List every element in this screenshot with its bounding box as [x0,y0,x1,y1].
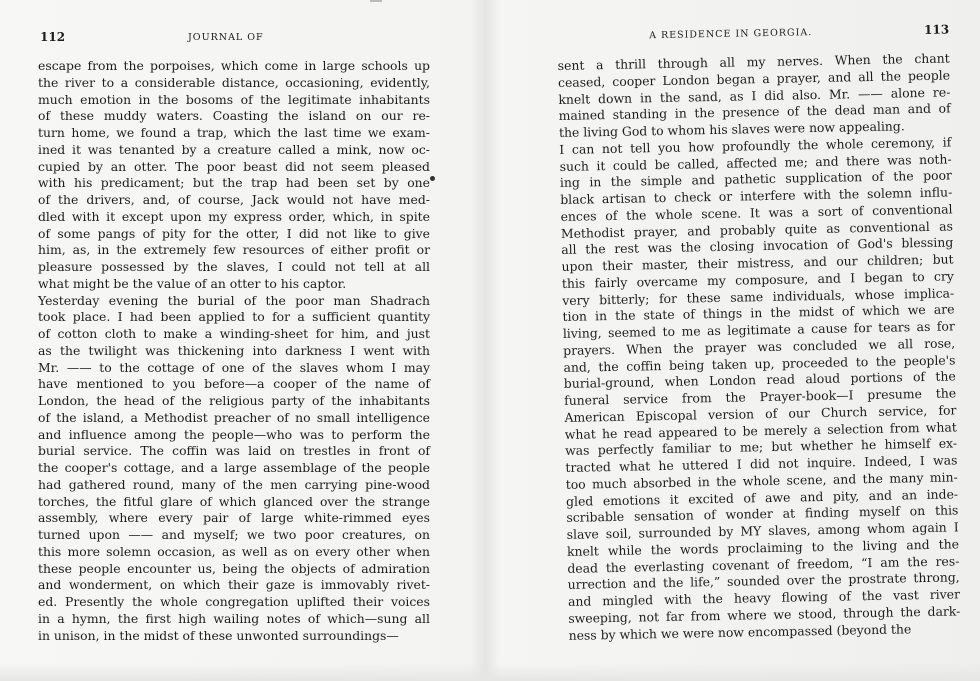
left-running-title: JOURNAL OF [188,32,264,43]
text-line: living, seemed to me as legitimate a cause for tears as for [562,318,955,341]
text-line: urrection and the life,” sounded over the prostrate throng, [567,569,960,593]
right-page-number: 113 [923,22,950,37]
text-line: have mentioned to you before—a cooper of the name of [38,376,430,392]
text-line: the living God to whom his slaves were now appealing. [558,118,905,140]
text-line: ed. Presently the whole congregation uplifted their voices [38,594,430,609]
text-line: American Episcopal version of our Church service, for [564,402,957,425]
text-line: upon their master, their mistress, and our children; but [561,251,954,274]
text-line: cupied by an otter. The poor beast did not seem pleased [38,158,430,174]
text-line: sent a thrill through all my nerves. When the chant [557,50,950,73]
text-line: sweeping, not far from where we stood, through the dark- [568,603,961,626]
text-line: of the island, a Methodist preacher of no small intelligence [38,409,430,425]
text-line: London, the head of the religious party of the inhabitants [38,393,430,408]
text-line: tion in the state of things in the midst of which we are [562,301,955,325]
text-line: turned upon —— and myself; we two poor creatures, on [38,527,430,542]
text-line: very bitterly; for these same individuals, whose implica- [562,284,955,308]
text-line: knelt down in the sand, as I did also. Mr. —— alone re- [558,83,951,107]
text-line: as the twilight was thickening into darkness I went with [38,342,430,358]
text-line: all the rest was the closing invocation of God's blessing [561,234,954,258]
text-line: ceased, cooper London began a prayer, and all the people [557,67,951,90]
text-line: of these muddy waters. Coasting the island on our re- [38,108,430,124]
text-line: ing in the simple and pathetic supplication of the poor [559,167,953,191]
text-line: knelt while the words proclaiming to the living and the [566,536,960,559]
text-line: Mr. —— to the cottage of one of the slaves whom I may [38,359,430,375]
text-line: turn home, we found a trap, which the last time we exam- [38,125,430,140]
left-page [38,28,430,644]
text-line: tracted what he uttered I did not inquire. Indeed, I was [565,452,958,475]
text-line: much emotion in the bosoms of the legitimate inhabitants [38,91,430,107]
right-page [557,20,961,644]
text-line: burial service. The coffin was laid on trestles in front of [38,443,430,459]
text-line: funeral service from the Prayer-book—I presume the [564,385,957,408]
text-line: and influence among the people—who was to perform the [38,426,430,442]
text-line: and wonderment, on which their gaze is immovably rivet- [38,577,430,593]
text-line: I can not tell you how profoundly the whole ceremony, if [559,134,952,157]
text-line: such it could be called, affected me; and there was noth- [559,150,952,174]
text-line: Methodist prayer, and probably quite as conventional as [560,217,954,241]
text-line: and mingled with the heavy flowing of the vast river [567,586,961,609]
text-line: ences of the whole scene. It was a sort of conventional [560,201,953,224]
text-line: of cotton cloth to make a winding-sheet for him, and just [38,326,430,341]
text-line: slave soil, surrounded by MY slaves, among whom again I [566,519,959,542]
text-line: torches, the fitful glare of which glanced over the strange [38,493,430,509]
text-line: in a hymn, the first high wailing notes of which—sung all [38,610,430,626]
text-line: ness by which we were now encompassed (beyond the [568,620,912,643]
text-line: dled with it except upon my express order, which, in spite [38,208,430,224]
scan-mark [370,0,382,2]
text-line: of the drivers, and, of course, Jack would not have med- [38,192,430,207]
gutter-dot [430,176,435,181]
page-bottom-shadow [0,663,980,681]
text-line: Yesterday evening the burial of the poor man Shadrach [38,292,430,308]
text-line: the river to a considerable distance, occasioning, evidently, [38,74,430,90]
text-line: what might be the value of an otter to his captor. [38,275,347,291]
text-line: too much absorbed in the whole scene, and the many min- [565,469,958,492]
text-line: ined it was tenanted by a creature called a mink, now oc- [38,141,430,157]
text-line: this fairly overcame my composure, and I began to cry [561,268,954,291]
text-line: escape from the porpoises, which come in large schools up [38,58,430,73]
text-line: mained standing in the presence of the dead man and of [558,100,951,124]
text-line: burial-ground, when London read aloud portions of the [563,368,956,392]
text-line: was perfectly familiar to me; but whether he himself ex- [564,435,958,459]
text-line: these people encounter us, being the objects of admiration [38,560,430,576]
text-line: took place. I had been applied to for a sufficient quantity [38,309,430,325]
right-running-title: A RESIDENCE IN GEORGIA. [649,27,813,42]
text-line: scribable sensation of wonder at finding myself on this [566,502,959,526]
text-line: this more solemn occasion, as well as on every other when [38,543,430,559]
text-line: black artisan to check or interfere with the solemn influ- [560,184,953,207]
text-line: of some pangs of pity for the otter, I did not like to give [38,225,430,241]
left-page-header [38,28,430,50]
left-page-number: 112 [40,30,66,44]
text-line: with his predicament; but the trap had been set by one [38,175,430,191]
text-line: and, the coffin being taken up, proceeded to the people's [563,351,956,375]
text-line: dead the everlasting covenant of freedom, “I am the res- [567,552,960,576]
text-line: in unison, in the midst of these unwonted surroundings— [38,627,399,643]
left-page-body [38,58,430,644]
text-line: gled emotions it excited of awe and pity, and an inde- [565,485,959,509]
text-line: pleasure possessed by the slaves, I could not tell at all [38,259,430,274]
text-line: the cooper's cottage, and a large assemblage of the people [38,460,430,475]
right-page-body [558,50,961,644]
text-line: assembly, where every pair of large white-rimmed eyes [38,510,430,526]
text-line: had gathered round, many of the men carrying pine-wood [38,476,430,492]
right-page-header [557,20,949,50]
text-line: him, as, in the extremely few resources of either profit or [38,242,430,258]
text-line: what he read appeared to be merely a selection from what [564,418,957,442]
text-line: prayers. When the prayer was concluded we all rose, [563,335,956,358]
